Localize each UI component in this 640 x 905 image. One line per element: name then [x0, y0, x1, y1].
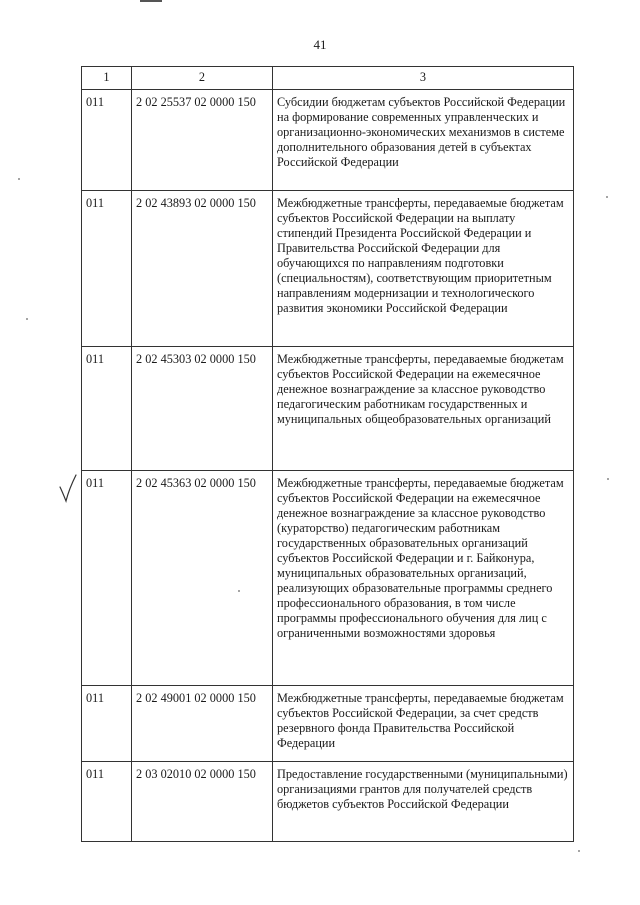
revenue-name-cell: Субсидии бюджетам субъектов Российской Федерации на формирование современных управленческих и организационно-экономических механизмов в системе дополнительного образования детей в субъектах Российской Федерации	[273, 90, 574, 191]
revenue-name-cell: Предоставление государственными (муниципальными) организациями грантов для получателей средств бюджетов субъектов Российской Федерации	[273, 762, 574, 842]
budget-revenue-table	[81, 66, 574, 842]
budget-code-cell: 2 02 43893 02 0000 150	[132, 191, 273, 347]
table-row	[82, 762, 574, 842]
admin-code-cell: 011	[82, 762, 132, 842]
admin-code-cell: 011	[82, 90, 132, 191]
revenue-name-cell: Межбюджетные трансферты, передаваемые бюджетам субъектов Российской Федерации на ежемесячное денежное вознаграждение за классное руководство педагогическим работникам государственных и муниципальных общеобразовательных организаций	[273, 347, 574, 471]
header-col-2: 2	[132, 67, 273, 90]
budget-code-cell: 2 02 49001 02 0000 150	[132, 686, 273, 762]
table-row	[82, 686, 574, 762]
admin-code-cell: 011	[82, 471, 132, 686]
scan-speck	[578, 850, 580, 852]
page-number: 41	[313, 37, 327, 52]
scan-speck	[607, 478, 609, 480]
table-row	[82, 191, 574, 347]
admin-code-cell: 011	[82, 347, 132, 471]
budget-code-cell: 2 02 45363 02 0000 150	[132, 471, 273, 686]
table-row	[82, 347, 574, 471]
scan-speck	[18, 178, 20, 180]
table-row	[82, 471, 574, 686]
handwritten-checkmark-icon	[58, 473, 78, 505]
table-header-row	[82, 67, 574, 90]
table-row	[82, 90, 574, 191]
header-col-3: 3	[273, 67, 574, 90]
admin-code-cell: 011	[82, 191, 132, 347]
budget-code-cell: 2 02 45303 02 0000 150	[132, 347, 273, 471]
budget-code-cell: 2 03 02010 02 0000 150	[132, 762, 273, 842]
admin-code-cell: 011	[82, 686, 132, 762]
revenue-name-cell: Межбюджетные трансферты, передаваемые бюджетам субъектов Российской Федерации, за счет средств резервного фонда Правительства Российской Федерации	[273, 686, 574, 762]
budget-code-cell: 2 02 25537 02 0000 150	[132, 90, 273, 191]
revenue-name-cell: Межбюджетные трансферты, передаваемые бюджетам субъектов Российской Федерации на выплату стипендий Президента Российской Федерации и Правительства Российской Федерации для обучающихся по направлениям подготовки (специальностям), соответствующим приоритетным направлениям модернизации и технологического развития экономики Российской Федерации	[273, 191, 574, 347]
header-col-1: 1	[82, 67, 132, 90]
revenue-name-cell: Межбюджетные трансферты, передаваемые бюджетам субъектов Российской Федерации на ежемесячное денежное вознаграждение за классное руководство (кураторство) педагогическим работникам государственных образовательных организаций субъектов Российской Федерации и г. Байконура, муниципальных образовательных организаций, реализующих образовательные программы среднего профессионального образования, в том числе программы профессионального обучения для лиц с ограниченными возможностями здоровья	[273, 471, 574, 686]
scan-speck	[606, 196, 608, 198]
scan-edge-mark	[140, 0, 162, 2]
scan-speck	[26, 318, 28, 320]
